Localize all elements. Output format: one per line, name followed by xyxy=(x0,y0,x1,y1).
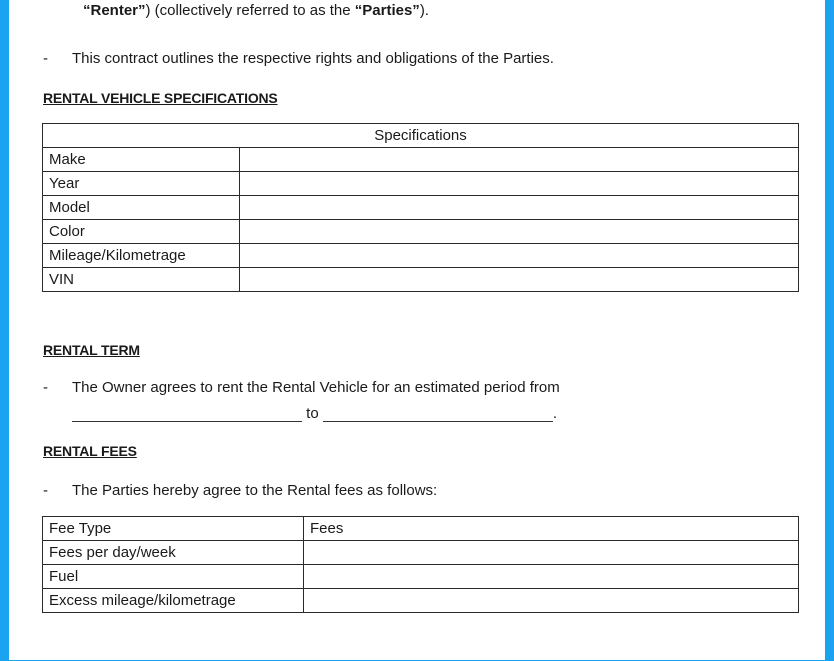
table-row: Make xyxy=(43,148,799,172)
table-row: Fee Type Fees xyxy=(43,517,799,541)
intro-line: “Renter”) (collectively referred to as the “Parties”). xyxy=(83,2,429,19)
fuel-fee-cell[interactable] xyxy=(304,565,799,589)
start-date-blank[interactable] xyxy=(72,405,302,422)
table-row: Model xyxy=(43,196,799,220)
specifications-table xyxy=(42,123,799,292)
table-row: VIN xyxy=(43,268,799,292)
renter-term: “Renter” xyxy=(83,2,146,19)
heading-rental-fees: RENTAL FEES xyxy=(43,443,137,459)
rental-period-line: to . xyxy=(72,405,557,422)
heading-specifications: RENTAL VEHICLE SPECIFICATIONS xyxy=(43,90,278,106)
daily-fee-cell[interactable] xyxy=(304,541,799,565)
table-row: Fuel xyxy=(43,565,799,589)
mileage-value-cell[interactable] xyxy=(240,244,799,268)
year-value-cell[interactable] xyxy=(240,172,799,196)
model-value-cell[interactable] xyxy=(240,196,799,220)
fees-table xyxy=(42,516,799,613)
document-page xyxy=(9,0,825,660)
table-row: Year xyxy=(43,172,799,196)
excess-mileage-fee-cell[interactable] xyxy=(304,589,799,613)
table-row: Mileage/Kilometrage xyxy=(43,244,799,268)
heading-rental-term: RENTAL TERM xyxy=(43,342,140,358)
vin-value-cell[interactable] xyxy=(240,268,799,292)
bullet-rental-term: - The Owner agrees to rent the Rental Vehicle for an estimated period from xyxy=(43,379,560,396)
color-value-cell[interactable] xyxy=(240,220,799,244)
bullet-fees: - The Parties hereby agree to the Rental fees as follows: xyxy=(43,482,438,499)
end-date-blank[interactable] xyxy=(323,405,553,422)
table-row: Color xyxy=(43,220,799,244)
parties-term: “Parties” xyxy=(354,2,420,19)
bullet-contract: - This contract outlines the respective rights and obligations of the Parties. xyxy=(43,50,554,67)
specifications-header: Specifications xyxy=(43,124,799,148)
table-row: Fees per day/week xyxy=(43,541,799,565)
make-value-cell[interactable] xyxy=(240,148,799,172)
table-row: Excess mileage/kilometrage xyxy=(43,589,799,613)
